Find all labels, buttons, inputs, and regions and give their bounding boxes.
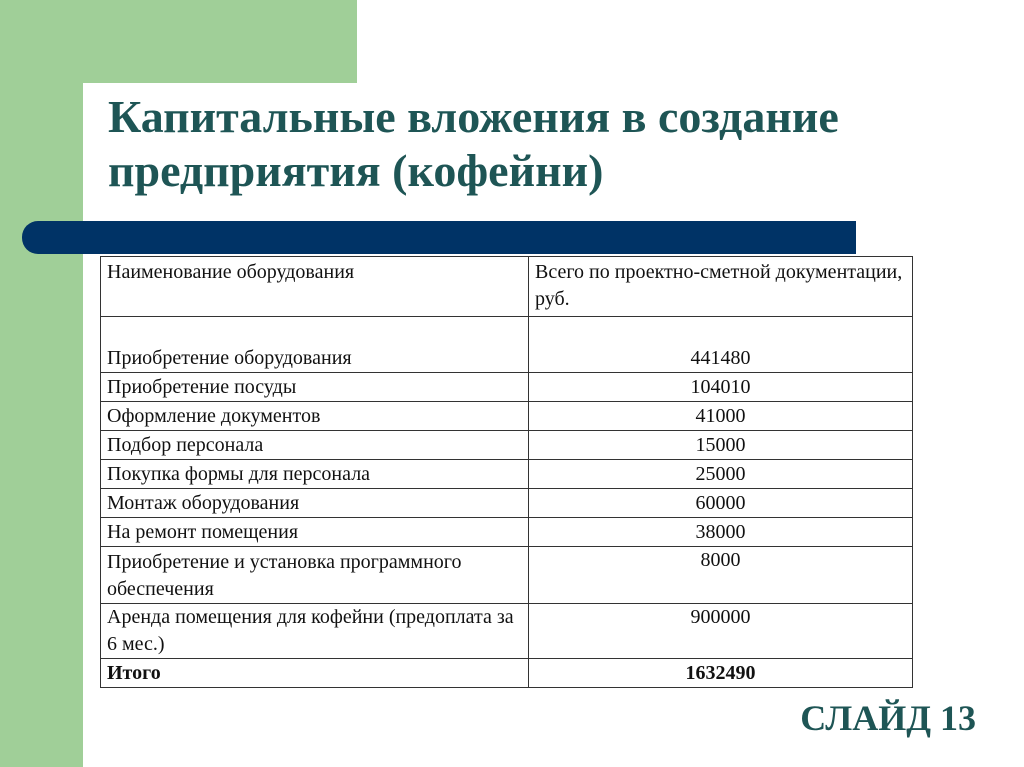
row-value: 8000 — [529, 547, 913, 604]
table-row — [101, 604, 913, 659]
decor-green-block — [0, 0, 357, 83]
slide-title: Капитальные вложения в создание предприятия (кофейни) — [108, 91, 839, 196]
total-value: 1632490 — [529, 659, 913, 688]
row-name: Приобретение посуды — [101, 373, 529, 402]
row-value: 15000 — [529, 431, 913, 460]
row-name: На ремонт помещения — [101, 518, 529, 547]
row-value: 60000 — [529, 489, 913, 518]
header-equipment-name: Наименование оборудования — [101, 257, 529, 317]
table-total-row — [101, 659, 913, 688]
slide-number: СЛАЙД 13 — [800, 698, 976, 738]
row-name: Оформление документов — [101, 402, 529, 431]
decor-navy-bar — [22, 221, 856, 254]
table-row — [101, 460, 913, 489]
table-row — [101, 431, 913, 460]
row-value: 38000 — [529, 518, 913, 547]
table-row — [101, 489, 913, 518]
row-value: 41000 — [529, 402, 913, 431]
row-name: Монтаж оборудования — [101, 489, 529, 518]
table-row — [101, 317, 913, 373]
row-name: Подбор персонала — [101, 431, 529, 460]
table-row — [101, 402, 913, 431]
table-row — [101, 518, 913, 547]
total-label: Итого — [101, 659, 529, 688]
row-value: 441480 — [529, 317, 913, 373]
decor-green-strip — [0, 83, 83, 767]
row-name: Покупка формы для персонала — [101, 460, 529, 489]
table-row — [101, 547, 913, 604]
row-name: Аренда помещения для кофейни (предоплата за 6 мес.) — [101, 604, 529, 659]
capital-investment-table — [100, 256, 913, 688]
row-value: 900000 — [529, 604, 913, 659]
row-name: Приобретение оборудования — [101, 317, 529, 373]
row-value: 104010 — [529, 373, 913, 402]
row-name: Приобретение и установка программного обеспечения — [101, 547, 529, 604]
header-total-cost: Всего по проектно-сметной документации, руб. — [529, 257, 913, 317]
table-row — [101, 373, 913, 402]
table-header-row — [101, 257, 913, 317]
row-value: 25000 — [529, 460, 913, 489]
